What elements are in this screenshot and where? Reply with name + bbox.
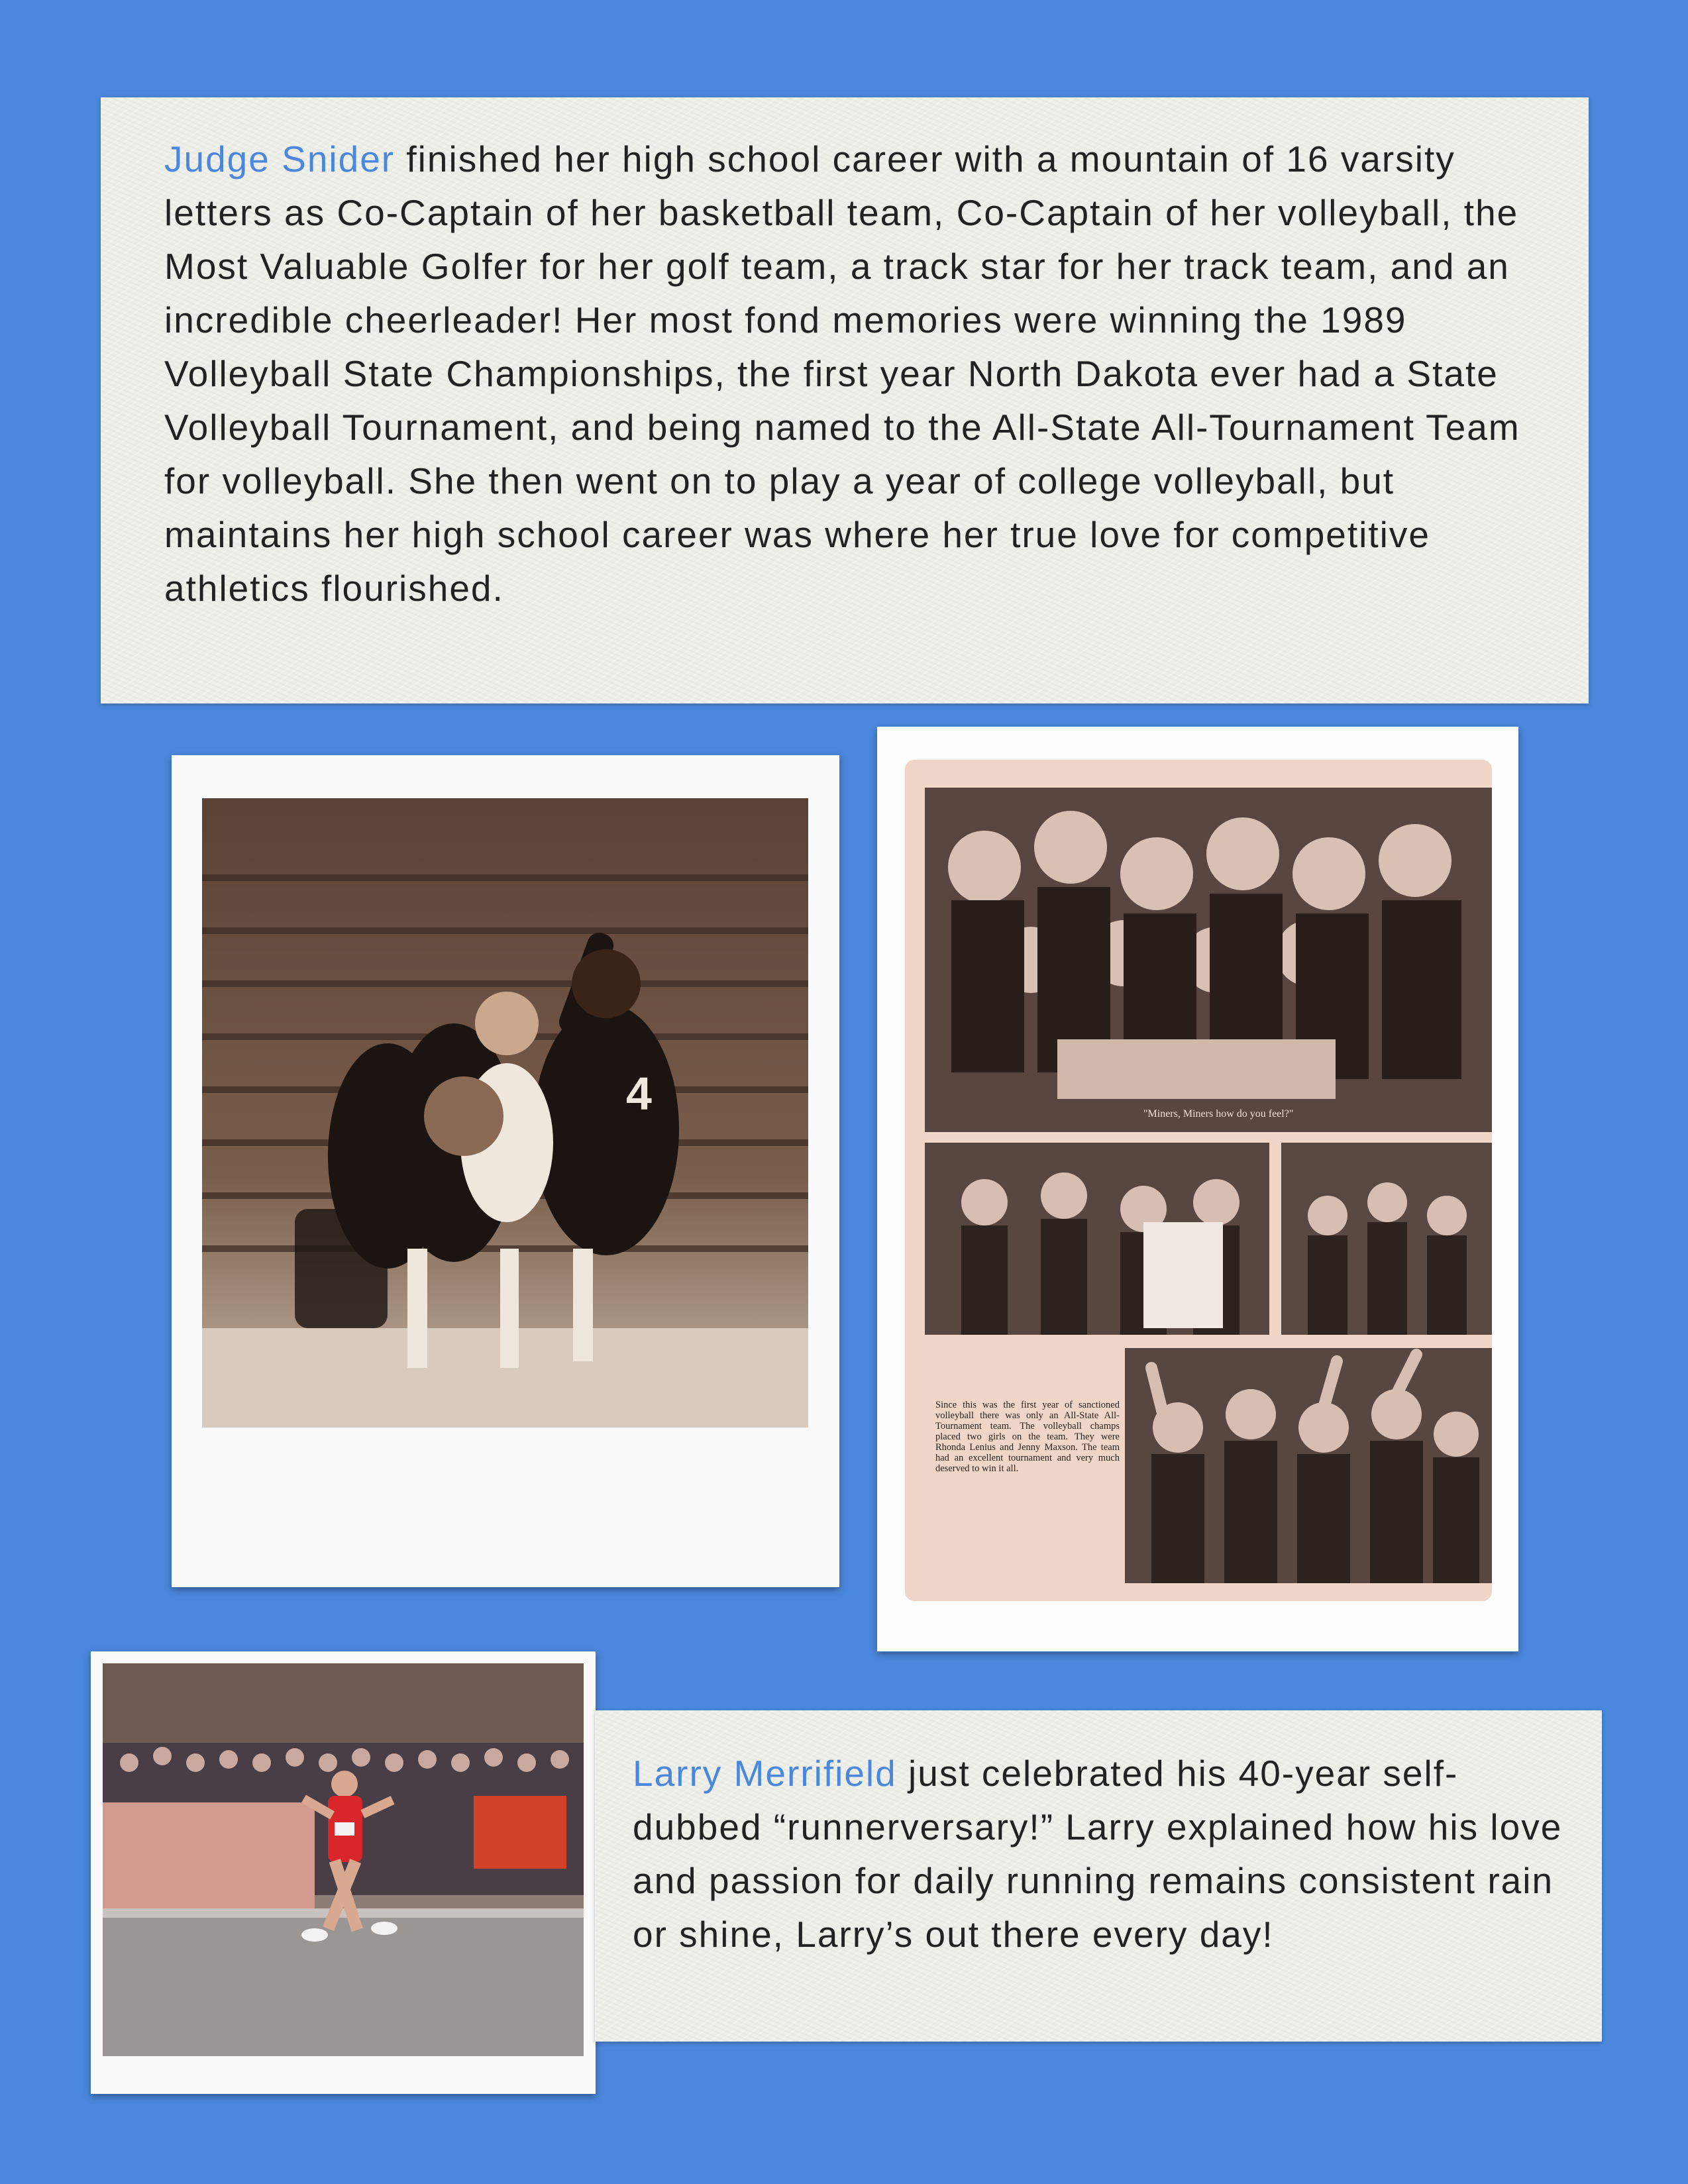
story-merrifield-body: just celebrated his 40-year self-dubbed “runnerversary!” Larry explained how his love and passion for daily running remains consistent rain or shine, Larry’s out there every day! bbox=[633, 1753, 1563, 1955]
yearbook-photo-celebration bbox=[925, 788, 1492, 1132]
yearbook-photo-celebration-art bbox=[925, 788, 1492, 1132]
yearbook-polaroid bbox=[877, 727, 1518, 1651]
yearbook-photo-middle-left bbox=[925, 1143, 1269, 1335]
yearbook-photo-bottom-art bbox=[1125, 1348, 1492, 1583]
basketball-photo bbox=[202, 798, 808, 1428]
name-judge-snider: Judge Snider bbox=[164, 138, 396, 180]
story-snider bbox=[164, 132, 1542, 615]
yearbook-page-photo bbox=[905, 760, 1492, 1601]
svg-text:4: 4 bbox=[626, 1068, 652, 1119]
runner-polaroid bbox=[91, 1651, 596, 2094]
name-larry-merrifield: Larry Merrifield bbox=[633, 1753, 897, 1794]
yearbook-photo-middle-right bbox=[1281, 1143, 1492, 1335]
yearbook-photo-middle-right-art bbox=[1281, 1143, 1492, 1335]
yearbook-photo-middle-left-art bbox=[925, 1143, 1269, 1335]
story-snider-body: finished her high school career with a mountain of 16 varsity letters as Co-Captain of her basketball team, Co-Captain of her volleyball, the Most Valuable Golfer for her golf team, a track star for her track team, and an incredible cheerleader! Her most fond memories were winning the 1989 Volleyball State Championships, the first year North Dakota ever had a State Volleyball Tournament, and being named to the All-State All-Tournament Team for volleyball. She then went on to play a year of college volleyball, but maintains her high school career was where her true love for competitive athletics flourished. bbox=[164, 138, 1520, 609]
yearbook-photo-bottom bbox=[1125, 1348, 1492, 1583]
runner-photo-art bbox=[103, 1663, 584, 2056]
yearbook-caption-top: "Miners, Miners how do you feel?" bbox=[1143, 1108, 1294, 1119]
yearbook-side-caption: Since this was the first year of sanctioned volleyball there was only an All-State All-Tournament team. The volleyball champs placed two girls on the team. They were Rhonda Lenius and Jenny Maxson. The team had an excellent tournament and very much deserved to win it all. bbox=[935, 1400, 1120, 1474]
runner-photo bbox=[103, 1663, 584, 2056]
basketball-polaroid bbox=[172, 755, 839, 1587]
basketball-photo-art bbox=[202, 798, 808, 1428]
story-merrifield bbox=[633, 1747, 1573, 1961]
